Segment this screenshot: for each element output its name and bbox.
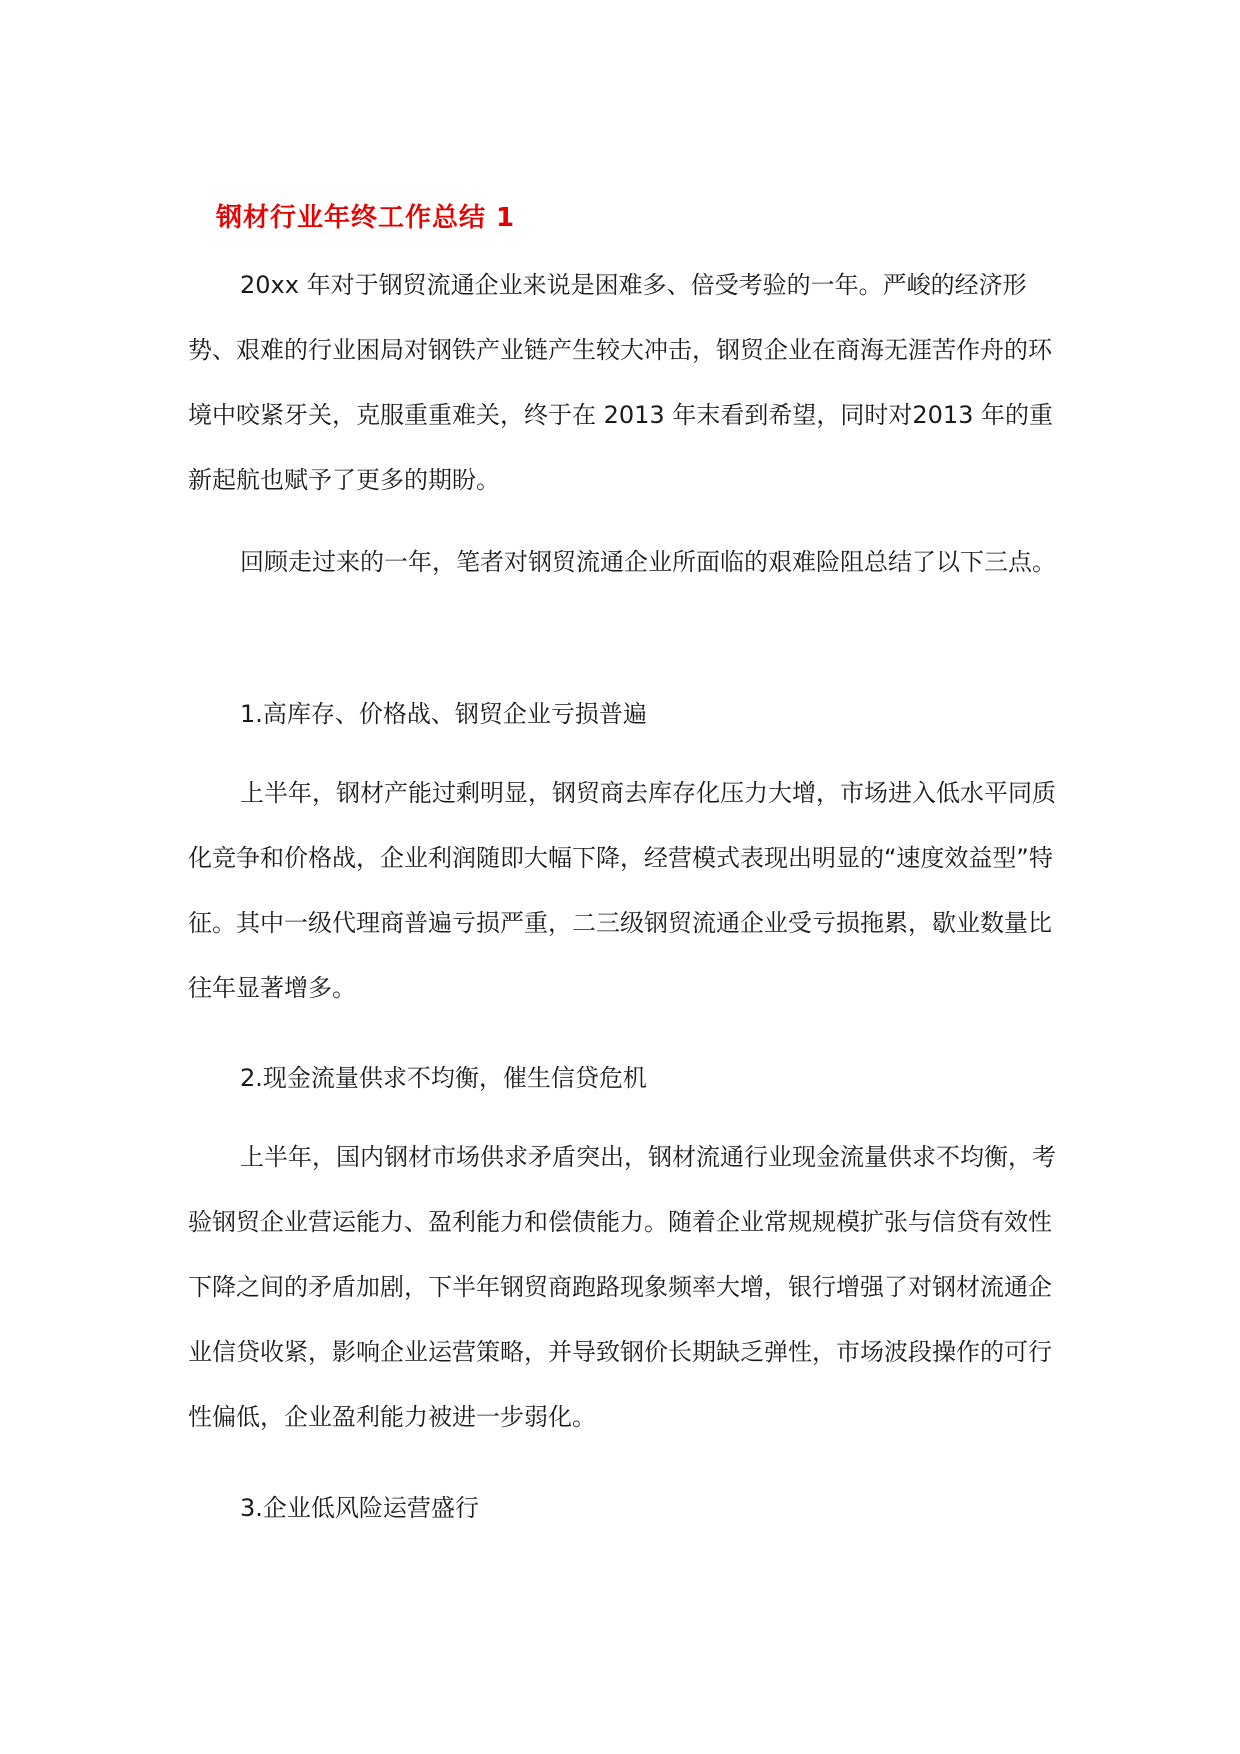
section-heading-2: 2.现金流量供求不均衡，催生信贷危机 (240, 1064, 647, 1092)
paragraph-review: 回顾走过来的一年，笔者对钢贸流通企业所面临的艰难险阻总结了以下三点。 (240, 548, 1056, 576)
paragraph-section-1: 上半年，钢材产能过剩明显，钢贸商去库存化压力大增，市场进入低水平同质化竞争和价格战，企业利润随即大幅下降，经营模式表现出明显的“速度效益型”特征。其中一级代理商普遍亏损严重，二三级钢贸流通企业受亏损拖累，歇业数量比往年显著增多。 (188, 779, 1056, 1002)
section-heading-1: 1.高库存、价格战、钢贸企业亏损普遍 (240, 700, 647, 728)
paragraph-section-2: 上半年，国内钢材市场供求矛盾突出，钢材流通行业现金流量供求不均衡，考验钢贸企业营运能力、盈利能力和偿债能力。随着企业常规规模扩张与信贷有效性下降之间的矛盾加剧，下半年钢贸商跑路现象频率大增，银行增强了对钢材流通企业信贷收紧，影响企业运营策略，并导致钢价长期缺乏弹性，市场波段操作的可行性偏低，企业盈利能力被进一步弱化。 (188, 1143, 1056, 1431)
document-title: 钢材行业年终工作总结 1 (216, 203, 516, 233)
section-heading-3: 3.企业低风险运营盛行 (240, 1494, 479, 1522)
paragraph-intro: 20xx 年对于钢贸流通企业来说是困难多、倍受考验的一年。严峻的经济形势、艰难的行业困局对钢铁产业链产生较大冲击，钢贸企业在商海无涯苦作舟的环境中咬紧牙关，克服重重难关，终于在 2013 年末看到希望，同时对2013 年的重新起航也赋予了更多的期盼。 (188, 271, 1054, 494)
